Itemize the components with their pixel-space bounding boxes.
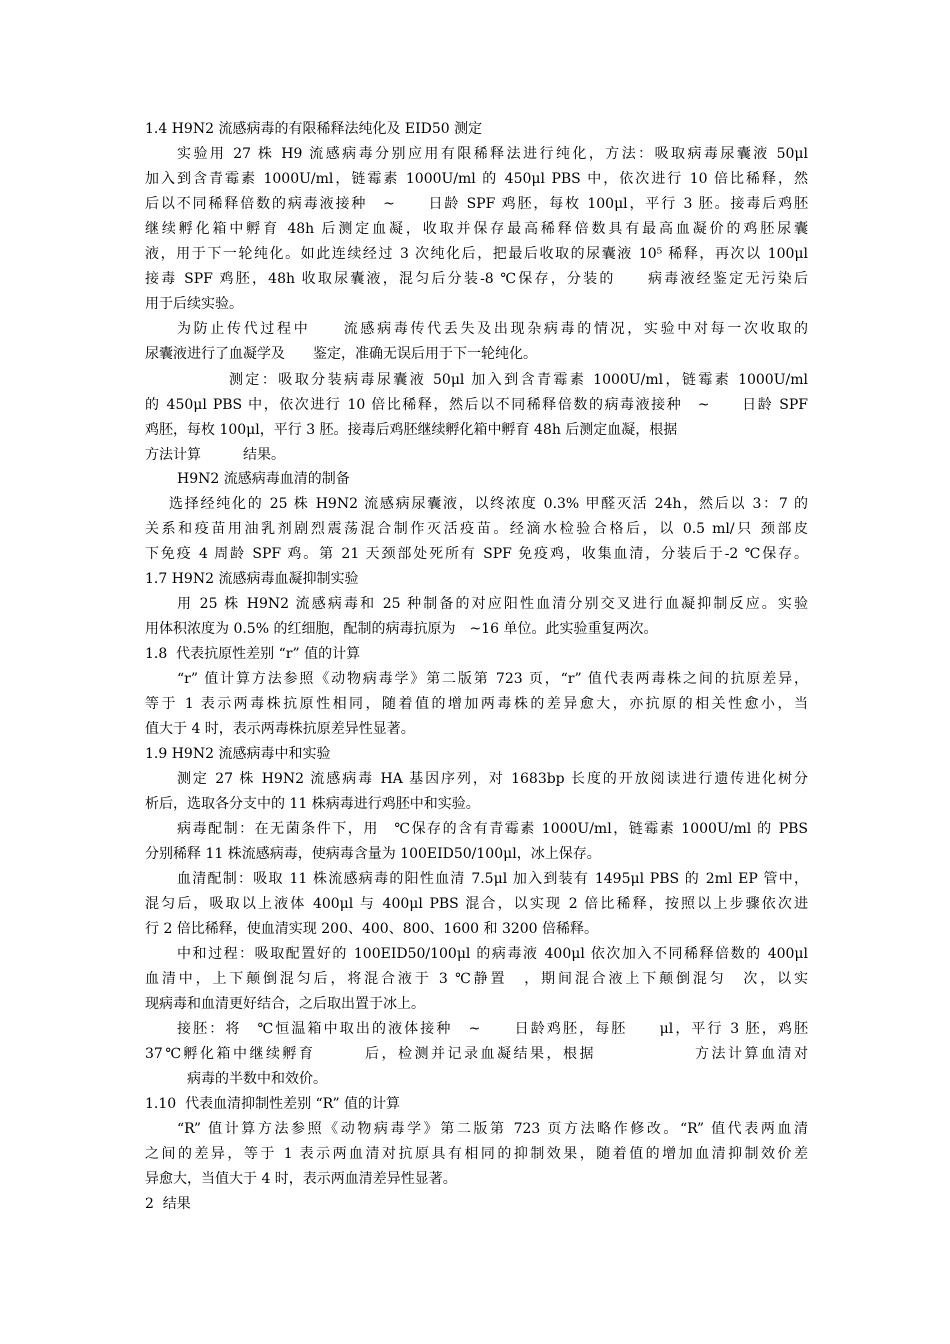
text-line: 中和过程：吸取配置好的 100EID50/100μl 的病毒液 400μl 依次加入不同稀释倍数的 400μl: [177, 946, 808, 962]
text-line: 血清配制：吸取 11 株流感病毒的阳性血清 7.5μl 加入到装有 1495μl PBS 的 2ml EP 管中，: [177, 871, 808, 887]
text-line: 用 25 株 H9N2 流感病毒和 25 种制备的对应阳性血清分别交叉进行血凝抑制反应。实验: [177, 596, 808, 612]
text-line: 之间的差异，等于 1 表示两血清对抗原具有相同的抑制效果，随着值的增加血清抑制效价差: [145, 1146, 808, 1162]
text-line: 等于 1 表示两毒株抗原性相同，随着值的增加两毒株的差异愈大，亦抗原的相关性愈小，当: [145, 696, 808, 712]
text-line: 尿囊液进行了血凝学及 鉴定，准确无误后用于下一轮纯化。: [145, 346, 537, 362]
heading-1-9: 1.9 H9N2 流感病毒中和实验: [145, 746, 331, 762]
text-line: 37℃孵化箱中继续孵育 后，检测并记录血凝结果，根据 方法计算血清对: [145, 1046, 808, 1062]
text-line: 病毒的半数中和效价。: [187, 1071, 327, 1087]
text-line: 值大于 4 时，表示两毒株抗原差异性显著。: [145, 721, 415, 737]
text-line: 血清中，上下颠倒混匀后，将混合液于 3 ℃静置 ，期间混合液上下颠倒混匀 次，以实: [145, 971, 808, 987]
text-line: 用体积浓度为 0.5% 的红细胞，配制的病毒抗原为 ~16 单位。此实验重复两次。: [145, 621, 658, 637]
text-line: 后以不同稀释倍数的病毒液接种 ~ 日龄 SPF 鸡胚，每枚 100μl，平行 3 胚。接毒后鸡胚: [145, 196, 808, 212]
text-line: 实验用 27 株 H9 流感病毒分别应用有限稀释法进行纯化，方法：吸取病毒尿囊液 50μl: [177, 146, 808, 162]
heading-1-8: 1.8 代表抗原性差别 “r” 值的计算: [145, 646, 361, 662]
heading-1-4: 1.4 H9N2 流感病毒的有限稀释法纯化及 EID50 测定: [145, 121, 483, 137]
text-line: 分别稀释 11 株流感病毒，使病毒含量为 100EID50/100μl，冰上保存。: [145, 846, 601, 862]
text-line: 方法计算 结果。: [145, 447, 285, 463]
text-line: 选择经纯化的 25 株 H9N2 流感病尿囊液，以终浓度 0.3% 甲醛灭活 24h，然后以 3：7 的: [169, 496, 808, 512]
text-line: 接胚：将 ℃恒温箱中取出的液体接种 ~ 日龄鸡胚，每胚 μl，平行 3 胚，鸡胚: [177, 1021, 808, 1037]
text-line: 现病毒和血清更好结合，之后取出置于冰上。: [145, 996, 425, 1012]
text-line: 液，用于下一轮纯化。如此连续经过 3 次纯化后，把最后收取的尿囊液 10⁵ 稀释，再次以 100μl: [145, 246, 808, 262]
text-line: 下免疫 4 周龄 SPF 鸡。第 21 天颈部处死所有 SPF 免疫鸡，收集血清，分装后于-2 ℃保存。: [145, 546, 808, 562]
heading-2-results: 2 结果: [145, 1196, 191, 1212]
text-line: 混匀后，吸取以上液体 400μl 与 400μl PBS 混合，以实现 2 倍比稀释，按照以上步骤依次进: [145, 896, 808, 912]
heading-1-10: 1.10 代表血清抑制性差别 “R” 值的计算: [145, 1096, 401, 1112]
text-line: 鸡胚，每枚 100μl，平行 3 胚。接毒后鸡胚继续孵化箱中孵育 48h 后测定血凝，根据: [145, 422, 678, 438]
text-line: 用于后续实验。: [145, 296, 243, 312]
text-line: “R” 值计算方法参照《动物病毒学》第二版第 723 页方法略作修改。“R” 值代表两血清: [177, 1121, 808, 1137]
text-line: “r” 值计算方法参照《动物病毒学》第二版第 723 页，“r” 值代表两毒株之间的抗原差异，: [177, 671, 808, 687]
heading-1-7: 1.7 H9N2 流感病毒血凝抑制实验: [145, 571, 359, 587]
text-line: 接毒 SPF 鸡胚，48h 收取尿囊液，混匀后分装-8 ℃保存，分装的 病毒液经鉴定无污染后: [145, 271, 808, 287]
text-line: 关系和疫苗用油乳剂剧烈震荡混合制作灭活疫苗。经滴水检验合格后，以 0.5 ml/只 颈部皮: [145, 521, 808, 537]
text-line: 异愈大，当值大于 4 时，表示两血清差异性显著。: [145, 1171, 457, 1187]
text-line: 行 2 倍比稀释，使血清实现 200、400、800、1600 和 3200 倍稀释。: [145, 921, 599, 937]
text-line: 加入到含青霉素 1000U/ml，链霉素 1000U/ml 的 450μl PBS 中，依次进行 10 倍比稀释，然: [145, 171, 808, 187]
text-line: 测定 27 株 H9N2 流感病毒 HA 基因序列，对 1683bp 长度的开放阅读进行遗传进化树分: [177, 771, 808, 787]
subheading-serum: H9N2 流感病毒血清的制备: [177, 471, 350, 487]
text-line: 测定：吸取分装病毒尿囊液 50μl 加入到含青霉素 1000U/ml，链霉素 1000U/ml: [229, 372, 808, 388]
text-line: 病毒配制：在无菌条件下，用 ℃保存的含有青霉素 1000U/ml，链霉素 1000U/ml 的 PBS: [177, 821, 808, 837]
text-line: 继续孵化箱中孵育 48h 后测定血凝，收取并保存最高稀释倍数具有最高血凝价的鸡胚尿囊: [145, 221, 808, 237]
text-line: 的 450μl PBS 中，依次进行 10 倍比稀释，然后以不同稀释倍数的病毒液接种 ~ 日龄 SPF: [145, 397, 808, 413]
text-line: 析后，选取各分支中的 11 株病毒进行鸡胚中和实验。: [145, 796, 480, 812]
text-line: 为防止传代过程中 流感病毒传代丢失及出现杂病毒的情况，实验中对每一次收取的: [177, 321, 808, 337]
